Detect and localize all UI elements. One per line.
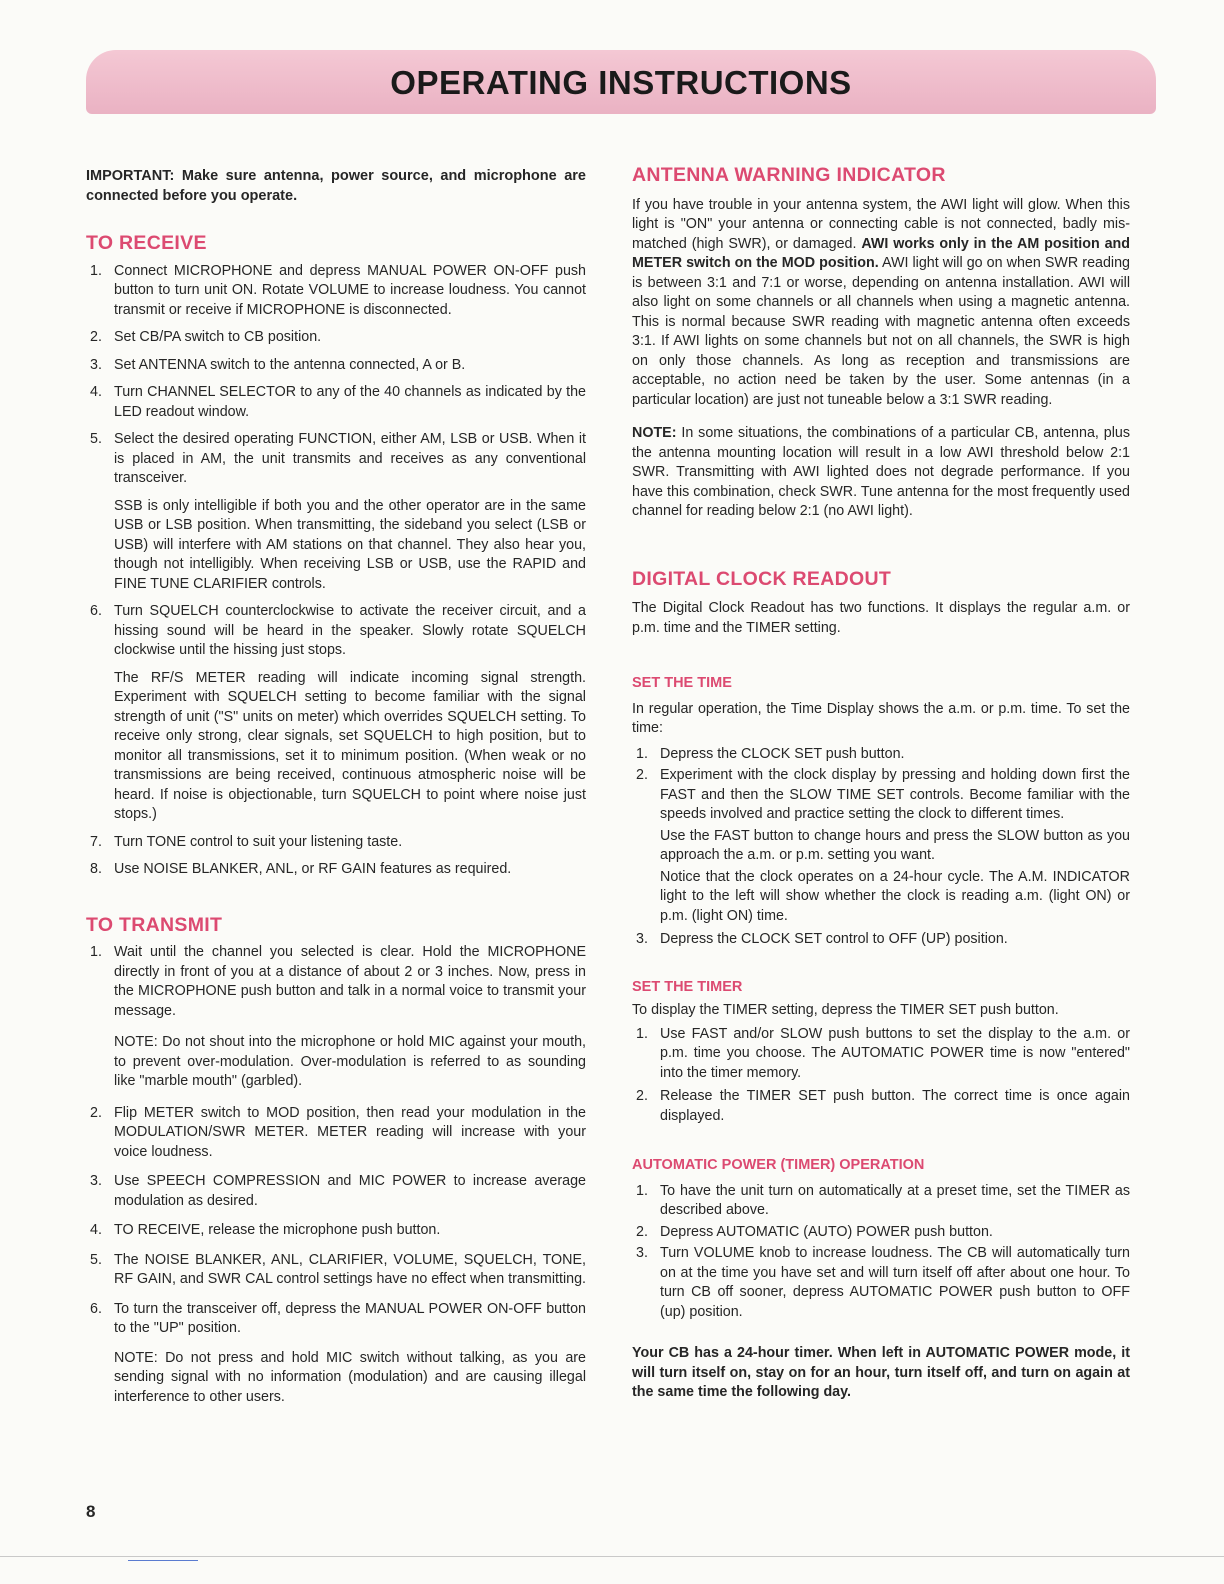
awi-paragraph: If you have trouble in your antenna system, the AWI light will glow. When this light is "ON" your antenna or connecting cable is not connected, badly mis-matched (high SWR), or damaged. AWI works only in the AM position and METER switch on the MOD position. AWI light will go on when SWR reading is between 3:1 and 7:1 or worse, depending on antenna installation. AWI will also light on some channels or all channels when using a magnetic antenna. This is normal because SWR reading with magnetic antenna often exceeds 3:1. If AWI lights on some channels but not on all channels, the SWR is high on only those channels. As long as reception and transmissions are acceptable, no action need be taken by the user. Some antennas (in a particular location) are just not tuneable below a 3:1 SWR reading.	[632, 196, 1131, 408]
page-number: 8	[86, 1502, 96, 1521]
list-item: 1. Wait until the channel you selected is clear. Hold the MICROPHONE directly in front of you at a distance of about 2 or 3 inches. Now, press in the MICROPHONE push button and talk in a normal voice to transmit your message.	[90, 944, 586, 1019]
list-item: 5. Select the desired operating FUNCTION, either AM, LSB or USB. When it is placed in AM, the unit transmits and receives as any conventional transceiver.	[90, 431, 586, 486]
auto-power-summary: Your CB has a 24-hour timer. When left in AUTOMATIC POWER mode, it will turn itself on, stay on for an hour, turn itself off, and turn on again at the same time the following day.	[632, 1345, 1130, 1400]
auto-power-heading: AUTOMATIC POWER (TIMER) OPERATION	[632, 1157, 925, 1173]
note-mic-switch: NOTE: Do not press and hold MIC switch without talking, as you are sending signal with no information (modulation) and are causing illegal interference to other users.	[114, 1349, 586, 1405]
transmit-list	[86, 943, 586, 1407]
important-note: IMPORTANT: Make sure antenna, power source, and microphone are connected before you operate.	[86, 168, 586, 204]
left-column	[86, 166, 586, 1407]
set-timer-heading: SET THE TIMER	[632, 978, 743, 995]
list-item: 1. Use FAST and/or SLOW push buttons to set the display to the a.m. or p.m. time you choose. The AUTOMATIC POWER time is now "entered" into the timer memory.	[636, 1025, 1130, 1081]
page-edge-mark	[128, 1560, 198, 1561]
list-item: 1. To have the unit turn on automatically at a preset time, set the TIMER as described above.	[636, 1182, 1130, 1218]
page-title: OPERATING INSTRUCTIONS	[390, 64, 852, 101]
fast-button-paragraph: Use the FAST button to change hours and press the SLOW button as you approach the a.m. or p.m. setting you want.	[660, 827, 1130, 863]
list-item: 2. Depress AUTOMATIC (AUTO) POWER push button.	[636, 1223, 993, 1240]
list-item: 3. Set ANTENNA switch to the antenna connected, A or B.	[90, 356, 466, 373]
list-item: 2. Flip METER switch to MOD position, then read your modulation in the MODULATION/SWR METER. METER reading will increase with your voice loudness.	[90, 1104, 586, 1160]
list-item: 2. Experiment with the clock display by pressing and holding down first the FAST and then the SLOW TIME SET controls. Become familiar with the speeds involved and practice setting the clock to different times.	[636, 767, 1130, 822]
meter-paragraph: The RF/S METER reading will indicate incoming signal strength. Experiment with SQUELCH setting to become familiar with the signal strength of unit ("S" units on meter) which overrides SQUELCH setting. To receive only strong, clear signals, set SQUELCH to high position, but to monitor all transmissions, set it to minimum position. (When weak or no transmissions are being received, continuous atmospheric noise will be heard. If noise is objectionable, turn SQUELCH to point where noise just stops.)	[114, 669, 586, 822]
list-item: 8. Use NOISE BLANKER, ANL, or RF GAIN features as required.	[90, 861, 512, 877]
set-time-intro: In regular operation, the Time Display shows the a.m. or p.m. time. To set the time:	[632, 700, 1130, 736]
list-item: 3. Turn VOLUME knob to increase loudness. The CB will automatically turn on at the time you have set and will turn itself off after about one hour. To turn CB off sooner, depress AUTOMATIC POWER push button to OFF (up) position.	[636, 1245, 1130, 1320]
set-time-list	[632, 745, 1130, 950]
awi-heading: ANTENNA WARNING INDICATOR	[632, 164, 946, 186]
title-banner	[86, 50, 1156, 114]
list-item: 4. TO RECEIVE, release the microphone push button.	[90, 1222, 441, 1238]
list-item: 7. Turn TONE control to suit your listening taste.	[90, 833, 403, 850]
am-indicator-paragraph: Notice that the clock operates on a 24-hour cycle. The A.M. INDICATOR light to the left will show whether the clock is reading a.m. (light ON) or p.m. (light ON) time.	[660, 868, 1130, 924]
set-time-heading: SET THE TIME	[632, 675, 732, 691]
list-item: 6. Turn SQUELCH counterclockwise to activate the receiver circuit, and a hissing sound will be heard in the speaker. Slowly rotate SQUELCH clockwise until the hissing just stops.	[90, 603, 586, 658]
note-overmodulation: NOTE: Do not shout into the microphone or hold MIC against your mouth, to prevent over-modulation. Over-modulation is referred to as sounding like "marble mouth" (garbled).	[114, 1034, 586, 1089]
awi-note: NOTE: In some situations, the combinations of a particular CB, antenna, plus the antenna mounting location will result in a low AWI threshold below 2:1 SWR. Transmitting with AWI lighted does not degrade performance. If you have this combination, check SWR. Tune antenna for the most frequently used channel for reading below 2:1 (no AWI light).	[632, 425, 1130, 519]
list-item: 2. Release the TIMER SET push button. The correct time is once again displayed.	[636, 1088, 1130, 1124]
list-item: 4. Turn CHANNEL SELECTOR to any of the 40 channels as indicated by the LED readout window.	[90, 384, 586, 420]
to-receive-heading: TO RECEIVE	[86, 232, 207, 254]
to-transmit-heading: TO TRANSMIT	[86, 913, 223, 936]
receive-list	[86, 262, 586, 880]
list-item: 3. Use SPEECH COMPRESSION and MIC POWER to increase average modulation as desired.	[90, 1173, 586, 1209]
list-item: 2. Set CB/PA switch to CB position.	[90, 329, 322, 345]
auto-power-list	[632, 1182, 1130, 1323]
list-item: 1. Connect MICROPHONE and depress MANUAL POWER ON-OFF push button to turn unit ON. Rotate VOLUME to increase loudness. You cannot transmit or receive if MICROPHONE is disconnected.	[90, 262, 586, 318]
set-timer-intro: To display the TIMER setting, depress the TIMER SET push button.	[632, 1002, 1059, 1018]
list-item: 1. Depress the CLOCK SET push button.	[636, 745, 905, 762]
clock-heading: DIGITAL CLOCK READOUT	[632, 567, 892, 590]
list-item: 5. The NOISE BLANKER, ANL, CLARIFIER, VOLUME, SQUELCH, TONE, RF GAIN, and SWR CAL control settings have no effect when transmitting.	[90, 1251, 587, 1287]
list-item: 6. To turn the transceiver off, depress the MANUAL POWER ON-OFF button to the "UP" position.	[90, 1300, 586, 1336]
clock-intro: The Digital Clock Readout has two functions. It displays the regular a.m. or p.m. time and the TIMER setting.	[632, 600, 1130, 636]
ssb-paragraph: SSB is only intelligible if both you and the other operator are in the same USB or LSB position. When transmitting, the sideband you select (LSB or USB) will interfere with AM stations on that channel. They also hear you, though not intelligibly. When receiving LSB or USB, use the RAPID and FINE TUNE CLARIFIER controls.	[114, 497, 586, 592]
set-timer-list	[632, 1025, 1130, 1127]
page-edge-line	[0, 1556, 1224, 1557]
right-column	[632, 166, 1130, 1403]
list-item: 3. Depress the CLOCK SET control to OFF (UP) position.	[636, 931, 1008, 947]
